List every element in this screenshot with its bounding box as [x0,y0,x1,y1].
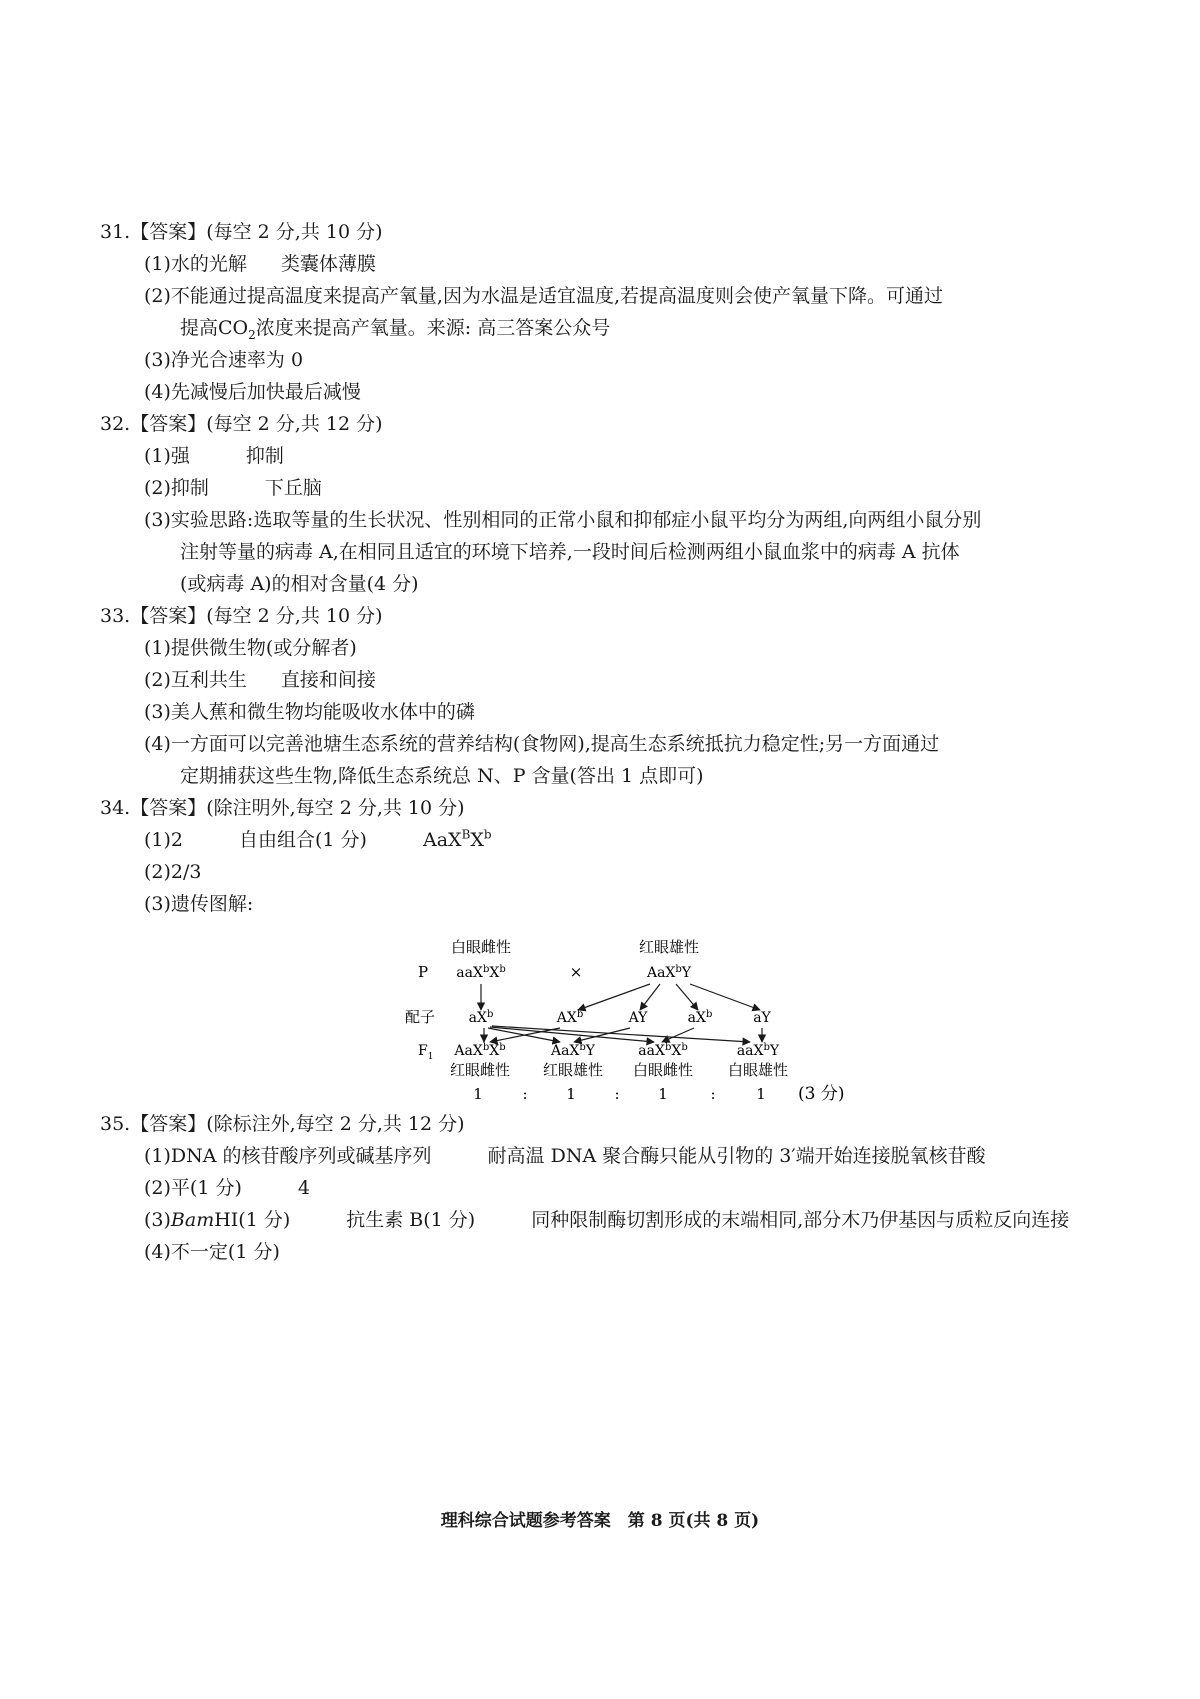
q31-co2-prefix: 提高CO [180,317,249,339]
male-gamete-aXb: $aX^b$ [687,1009,713,1026]
f1-generation-label: $F_1$ [418,1043,434,1062]
q33-answer-4-cont: 定期捕获这些生物,降低生态系统总 N、P 含量(答出 1 点即可) [180,765,704,787]
q33-answer-3: (3)美人蕉和微生物均能吸收水体中的磷 [144,701,475,723]
q31-heading: 31.【答案】(每空 2 分,共 10 分) [100,221,383,243]
q34-answer-3: (3)遗传图解: [144,893,254,915]
q32-answer-1b: 抑制 [245,445,284,467]
arrow-male-to-AY [640,984,660,1010]
q32-answer-2b: 下丘脑 [264,477,322,499]
female-phenotype-label: 白眼雌性 [450,938,512,956]
q35-enzyme-suffix: HI(1 分) [214,1209,291,1231]
offspring-3-phenotype: 白眼雌性 [632,1061,694,1079]
ratio-1: 1 [473,1085,483,1103]
q35-enzyme-italic: Bam [170,1209,215,1231]
q34-answer-1a: (1)2 [144,829,184,851]
q32-answer-3-cont2: (或病毒 A)的相对含量(4 分) [180,573,419,595]
ratio-2: 1 [566,1085,576,1103]
arrow-male-to-AXb [578,984,650,1010]
male-gamete-AXb: $AX^b$ [556,1009,584,1026]
male-parent-genotype: AaX$^b$Y [646,964,692,981]
q35-answer-1b: 耐高温 DNA 聚合酶只能从引物的 3′端开始连接脱氧核苷酸 [487,1145,986,1167]
q35-answer-3c: 同种限制酶切割形成的末端相同,部分木乃伊基因与质粒反向连接 [531,1209,1070,1231]
arrow-aXb-to-o3 [662,1028,694,1042]
q31-co2-subscript: 2 [248,327,256,342]
q35-answer-4: (4)不一定(1 分) [144,1241,280,1263]
q35-answer-1 [144,1140,986,1172]
ratio-colon-1: : [522,1085,528,1103]
page-footer: 理科综合试题参考答案 第 8 页(共 8 页) [440,1511,760,1531]
q34-answer-1b: 自由组合(1 分) [239,829,367,851]
female-gamete: $aX^b$ [468,1009,494,1026]
q31-answer-1b: 类囊体薄膜 [280,253,376,275]
q34-genotype-mid: X [470,829,484,851]
q32-answer-1a: (1)强 [144,445,190,467]
q35-answer-1a: (1)DNA 的核苷酸序列或碱基序列 [144,1145,432,1167]
female-parent-genotype: $aaX^bX^b$ [456,964,506,981]
q31-answer-3: (3)净光合速率为 0 [144,349,304,371]
q33-heading: 33.【答案】(每空 2 分,共 10 分) [100,605,383,627]
q31-co2-suffix: 浓度来提高产氧量。来源: 高三答案公众号 [255,317,611,339]
p-generation-label: P [418,963,429,981]
q35-answer-2b: 4 [297,1177,310,1199]
q34-answer-2: (2)2/3 [144,861,202,883]
offspring-1-phenotype: 红眼雌性 [449,1061,511,1079]
q35-answer-3 [144,1204,1069,1236]
offspring-3-genotype: $aaX^bX^b$ [638,1042,688,1059]
ratio-3: 1 [658,1085,668,1103]
q31-answer-4: (4)先减慢后加快最后减慢 [144,381,361,403]
q33-answer-4: (4)一方面可以完善池塘生态系统的营养结构(食物网),提高生态系统抵抗力稳定性;另一方面通过 [144,733,940,755]
offspring-4-phenotype: 白眼雄性 [727,1061,789,1079]
gamete-row-label: 配子 [405,1008,436,1026]
male-gamete-aY: aY [753,1010,771,1026]
q35-answer-3b: 抗生素 B(1 分) [346,1209,476,1231]
offspring-2-genotype: AaX$^b$Y [550,1042,596,1059]
q34-heading: 34.【答案】(除注明外,每空 2 分,共 10 分) [100,797,465,819]
q33-answer-1: (1)提供微生物(或分解者) [144,637,357,659]
q35-answer-2 [144,1172,310,1204]
q32-answer-3-cont1: 注射等量的病毒 A,在相同且适宜的环境下培养,一段时间后检测两组小鼠血浆中的病毒 A 抗体 [180,541,960,563]
offspring-1-genotype: $AaX^bX^b$ [454,1042,506,1059]
q32-answer-3: (3)实验思路:选取等量的生长状况、性别相同的正常小鼠和抑郁症小鼠平均分为两组,向两组小鼠分别 [144,509,982,531]
q34-genotype-sup2: b [483,827,492,842]
q34-genotype-base: AaX [422,829,462,851]
diagram-score: (3 分) [798,1084,845,1104]
q33-answer-2b: 直接和间接 [280,669,376,691]
q32-heading: 32.【答案】(每空 2 分,共 12 分) [100,413,383,435]
arrow-male-to-aXb [676,984,698,1010]
ratio-colon-3: : [710,1085,716,1103]
q35-answer-2a: (2)平(1 分) [144,1177,242,1199]
male-gamete-AY: AY [628,1010,648,1026]
q35-heading: 35.【答案】(除标注外,每空 2 分,共 12 分) [100,1113,465,1135]
q34-genotype-sup1: B [461,827,471,842]
offspring-4-genotype: aaX$^b$Y [736,1042,780,1059]
male-phenotype-label: 红眼雄性 [638,938,700,956]
ratio-colon-2: : [614,1085,620,1103]
cross-symbol: × [569,963,583,981]
q31-answer-1a: (1)水的光解 [144,253,247,275]
arrow-male-to-aY [690,984,760,1010]
offspring-2-phenotype: 红眼雄性 [542,1061,604,1079]
q35-answer-3-prefix: (3) [144,1209,171,1231]
q31-answer-2: (2)不能通过提高温度来提高产氧量,因为水温是适宜温度,若提高温度则会使产氧量下降。可通过 [144,285,943,307]
ratio-4: 1 [756,1085,766,1103]
q32-answer-2a: (2)抑制 [144,477,209,499]
q33-answer-2a: (2)互利共生 [144,669,247,691]
